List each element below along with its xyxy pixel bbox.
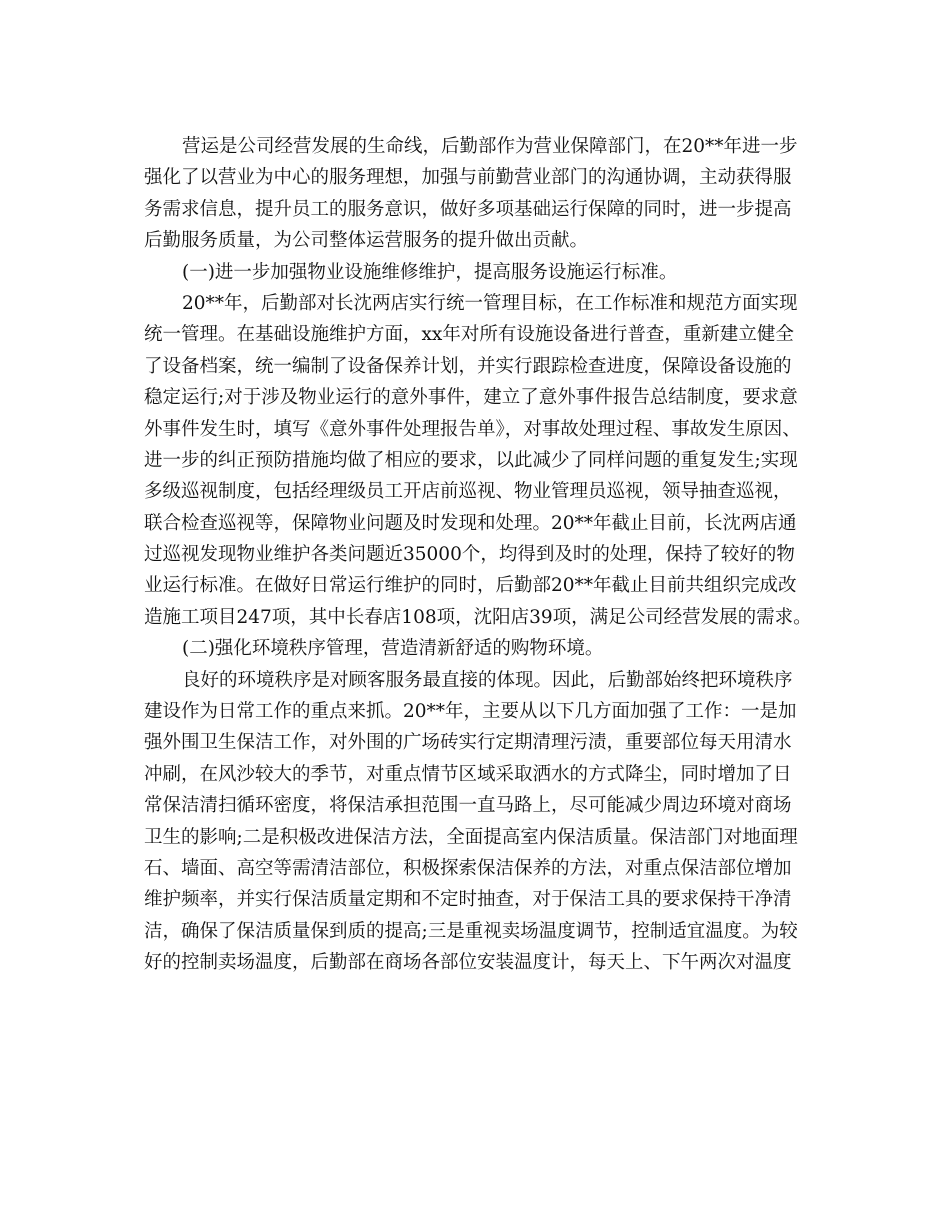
text-line: (一)进一步加强物业设施维修维护，提高服务设施运行标准。	[182, 261, 678, 283]
text-line: 外事件发生时，填写《意外事件处理报告单》，对事故处理过程、事故发生原因、	[144, 418, 801, 440]
text-line: 石、墙面、高空等需清洁部位，积极探索保洁保养的方法，对重点保洁部位增加	[144, 857, 792, 879]
text-line: 联合检查巡视等，保障物业问题及时发现和处理。20**年截止目前，长沈两店通	[144, 512, 797, 534]
text-line: 卫生的影响;二是积极改进保洁方法，全面提高室内保洁质量。保洁部门对地面理	[144, 826, 798, 848]
text-line: 进一步的纠正预防措施均做了相应的要求，以此减少了同样问题的重复发生;实现	[144, 449, 798, 471]
text-line: 统一管理。在基础设施维护方面，xx年对所有设施设备进行普查，重新建立健全	[144, 324, 794, 346]
text-line: 营运是公司经营发展的生命线，后勤部作为营业保障部门，在20**年进一步	[182, 136, 798, 157]
text-line: 强外围卫生保洁工作，对外围的广场砖实行定期清理污渍，重要部位每天用清水	[144, 732, 792, 754]
text-line: 了设备档案，统一编制了设备保养计划，并实行跟踪检查进度，保障设备设施的	[144, 355, 792, 377]
text-line: 常保洁清扫循环密度，将保洁承担范围一直马路上，尽可能减少周边环境对商场	[144, 795, 792, 817]
text-line: 稳定运行;对于涉及物业运行的意外事件，建立了意外事件报告总结制度，要求意	[144, 387, 798, 409]
document-body	[144, 131, 814, 979]
text-line: 务需求信息，提升员工的服务意识，做好多项基础运行保障的同时，进一步提高	[144, 198, 792, 220]
text-line: 业运行标准。在做好日常运行维护的同时，后勤部20**年截止目前共组织完成改	[144, 575, 797, 597]
text-line: 好的控制卖场温度，后勤部在商场各部位安装温度计，每天上、下午两次对温度	[144, 952, 792, 974]
text-line: 维护频率，并实行保洁质量定期和不定时抽查，对于保洁工具的要求保持干净清	[144, 889, 792, 911]
text-line: 造施工项目247项，其中长春店108项，沈阳店39项，满足公司经营发展的需求。	[144, 606, 812, 628]
text-line: 强化了以营业为中心的服务理想，加强与前勤营业部门的沟通协调，主动获得服	[144, 167, 792, 189]
text-line: 多级巡视制度，包括经理级员工开店前巡视、物业管理员巡视，领导抽查巡视，	[144, 481, 792, 503]
text-line: 良好的环境秩序是对顾客服务最直接的体现。因此，后勤部始终把环境秩序	[182, 669, 793, 691]
text-line: 后勤服务质量，为公司整体运营服务的提升做出贡献。	[144, 230, 589, 252]
text-line: 冲刷，在风沙较大的季节，对重点情节区域采取洒水的方式降尘，同时增加了日	[144, 763, 792, 785]
text-line: 过巡视发现物业维护各类问题近35000个，均得到及时的处理，保持了较好的物	[144, 544, 795, 566]
text-line: (二)强化环境秩序管理，营造清新舒适的购物环境。	[182, 638, 604, 660]
text-line: 20**年，后勤部对长沈两店实行统一管理目标，在工作标准和规范方面实现	[182, 292, 798, 314]
text-line: 建设作为日常工作的重点来抓。20**年，主要从以下几方面加强了工作：一是加	[144, 701, 797, 723]
text-line: 洁，确保了保洁质量保到质的提高;三是重视卖场温度调节，控制适宜温度。为较	[144, 920, 798, 942]
